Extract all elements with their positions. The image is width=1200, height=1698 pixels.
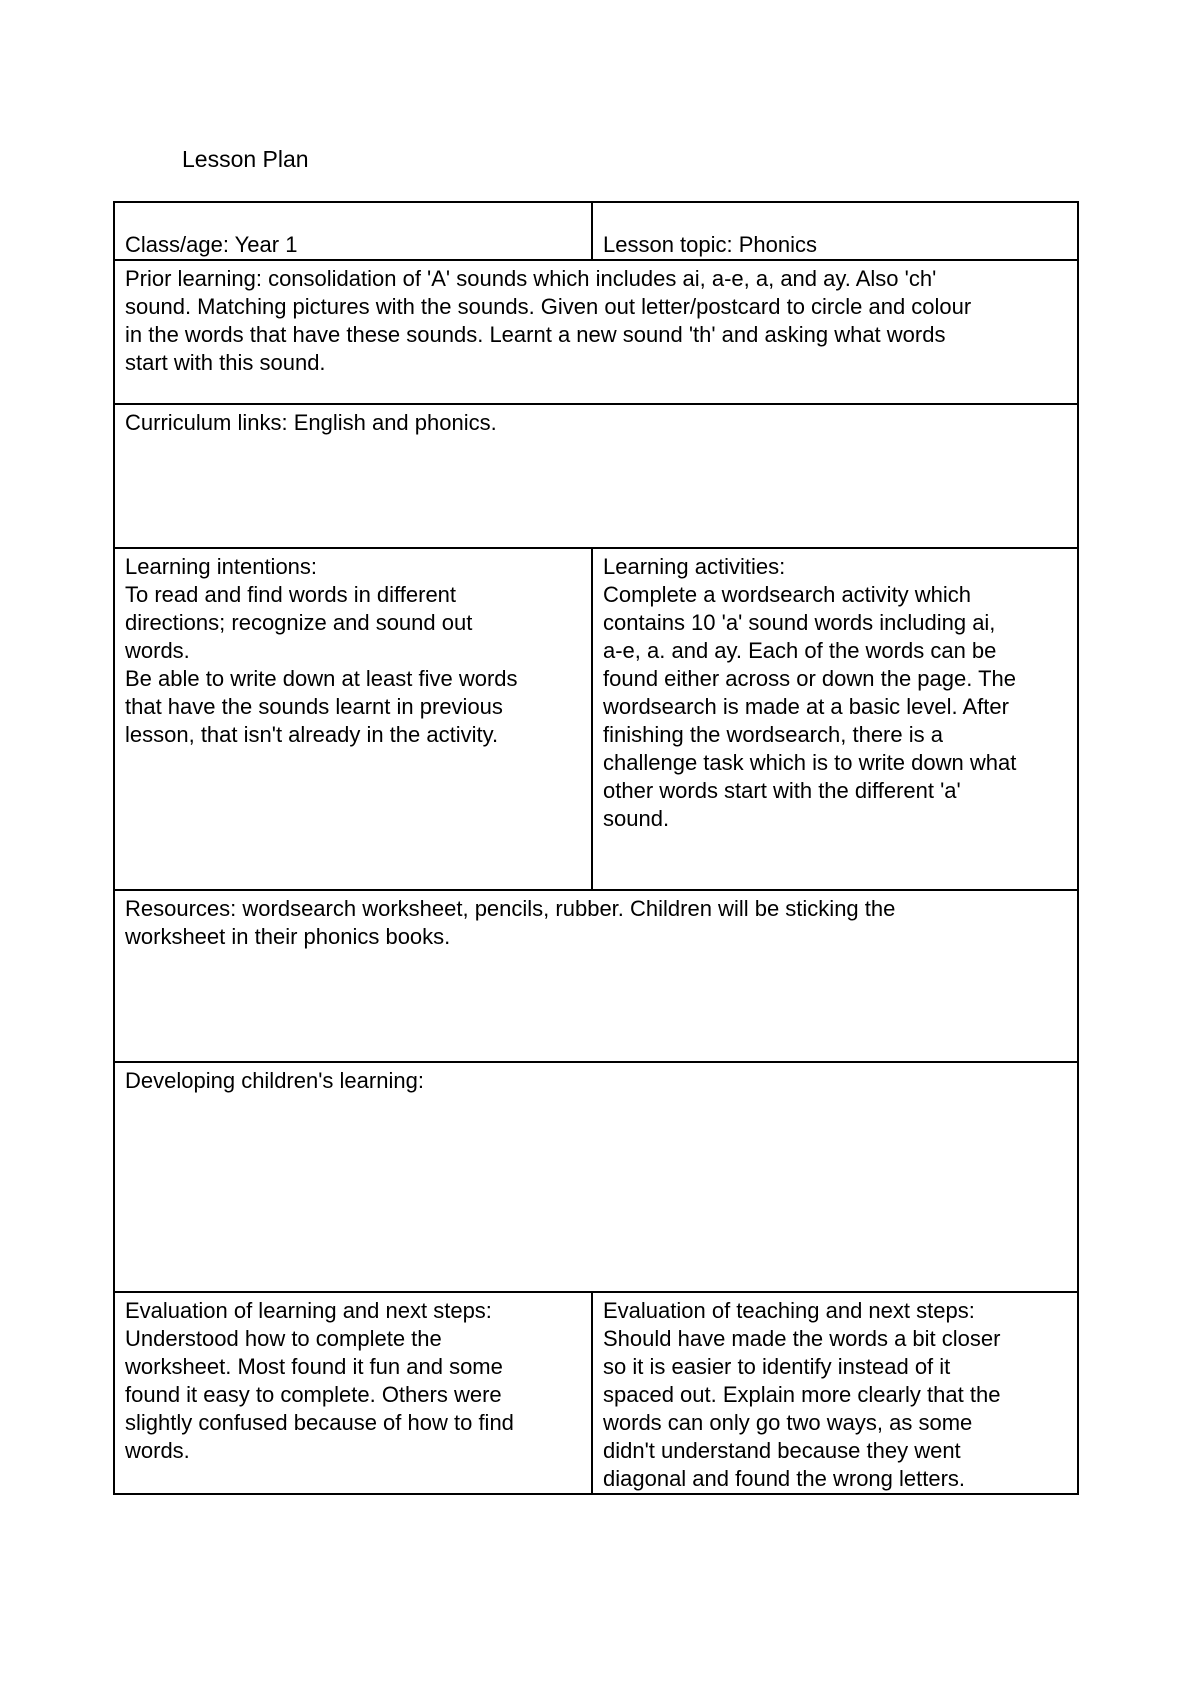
learning-activities-line: other words start with the different 'a' bbox=[603, 778, 961, 803]
learning-activities-line: Complete a wordsearch activity which bbox=[603, 582, 972, 607]
evaluation-learning-line: worksheet. Most found it fun and some bbox=[125, 1354, 503, 1379]
resources-line: Resources: wordsearch worksheet, pencils, rubber. Children will be sticking the bbox=[125, 896, 896, 921]
evaluation-learning-line: Evaluation of learning and next steps: bbox=[125, 1298, 492, 1323]
evaluation-teaching-line: diagonal and found the wrong letters. bbox=[603, 1466, 966, 1491]
class-age-cell bbox=[114, 202, 592, 260]
learning-activities-cell bbox=[592, 548, 1078, 890]
learning-intentions-cell bbox=[114, 548, 592, 890]
evaluation-teaching-cell bbox=[592, 1292, 1078, 1494]
table-row bbox=[114, 1062, 1078, 1292]
learning-activities-line: wordsearch is made at a basic level. After bbox=[603, 694, 1009, 719]
learning-activities-line: finishing the wordsearch, there is a bbox=[603, 722, 943, 747]
developing-learning-text: Developing children's learning: bbox=[125, 1068, 424, 1093]
class-age-text: Class/age: Year 1 bbox=[125, 232, 298, 257]
learning-activities-line: a-e, a. and ay. Each of the words can be bbox=[603, 638, 997, 663]
learning-activities-line: Learning activities: bbox=[603, 554, 786, 579]
learning-activities-line: found either across or down the page. The bbox=[603, 666, 1016, 691]
learning-activities-line: contains 10 'a' sound words including ai, bbox=[603, 610, 996, 635]
evaluation-teaching-line: Should have made the words a bit closer bbox=[603, 1326, 1001, 1351]
learning-intentions-line: that have the sounds learnt in previous bbox=[125, 694, 503, 719]
learning-intentions-line: To read and find words in different bbox=[125, 582, 457, 607]
evaluation-teaching-line: words can only go two ways, as some bbox=[603, 1410, 973, 1435]
page-title: Lesson Plan bbox=[182, 146, 309, 172]
resources-line: worksheet in their phonics books. bbox=[125, 924, 451, 949]
prior-learning-line: Prior learning: consolidation of 'A' sounds which includes ai, a-e, a, and ay. Also 'ch' bbox=[125, 266, 937, 291]
table-row bbox=[114, 404, 1078, 548]
learning-intentions-line: Be able to write down at least five words bbox=[125, 666, 518, 691]
curriculum-links-cell bbox=[114, 404, 1078, 548]
learning-activities-line: sound. bbox=[603, 806, 670, 831]
prior-learning-line: start with this sound. bbox=[125, 350, 326, 375]
table-row bbox=[114, 202, 1078, 260]
evaluation-learning-line: Understood how to complete the bbox=[125, 1326, 442, 1351]
lesson-plan-table bbox=[113, 201, 1079, 1495]
resources-cell bbox=[114, 890, 1078, 1062]
learning-intentions-line: lesson, that isn't already in the activity. bbox=[125, 722, 499, 747]
table-row bbox=[114, 890, 1078, 1062]
lesson-topic-cell bbox=[592, 202, 1078, 260]
lesson-topic-text: Lesson topic: Phonics bbox=[603, 232, 818, 257]
table-row bbox=[114, 548, 1078, 890]
table-row bbox=[114, 1292, 1078, 1494]
evaluation-teaching-line: so it is easier to identify instead of it bbox=[603, 1354, 951, 1379]
evaluation-learning-line: words. bbox=[125, 1438, 190, 1463]
evaluation-learning-cell bbox=[114, 1292, 592, 1494]
evaluation-learning-line: slightly confused because of how to find bbox=[125, 1410, 514, 1435]
evaluation-teaching-line: Evaluation of teaching and next steps: bbox=[603, 1298, 975, 1323]
developing-learning-cell bbox=[114, 1062, 1078, 1292]
prior-learning-cell bbox=[114, 260, 1078, 404]
prior-learning-line: sound. Matching pictures with the sounds. Given out letter/postcard to circle and colour bbox=[125, 294, 972, 319]
learning-intentions-line: Learning intentions: bbox=[125, 554, 318, 579]
learning-intentions-line: directions; recognize and sound out bbox=[125, 610, 473, 635]
prior-learning-line: in the words that have these sounds. Learnt a new sound 'th' and asking what words bbox=[125, 322, 946, 347]
learning-activities-line: challenge task which is to write down what bbox=[603, 750, 1017, 775]
table-row bbox=[114, 260, 1078, 404]
learning-intentions-line: words. bbox=[125, 638, 190, 663]
curriculum-links-text: Curriculum links: English and phonics. bbox=[125, 410, 497, 435]
evaluation-teaching-line: spaced out. Explain more clearly that the bbox=[603, 1382, 1001, 1407]
evaluation-learning-line: found it easy to complete. Others were bbox=[125, 1382, 502, 1407]
evaluation-teaching-line: didn't understand because they went bbox=[603, 1438, 961, 1463]
